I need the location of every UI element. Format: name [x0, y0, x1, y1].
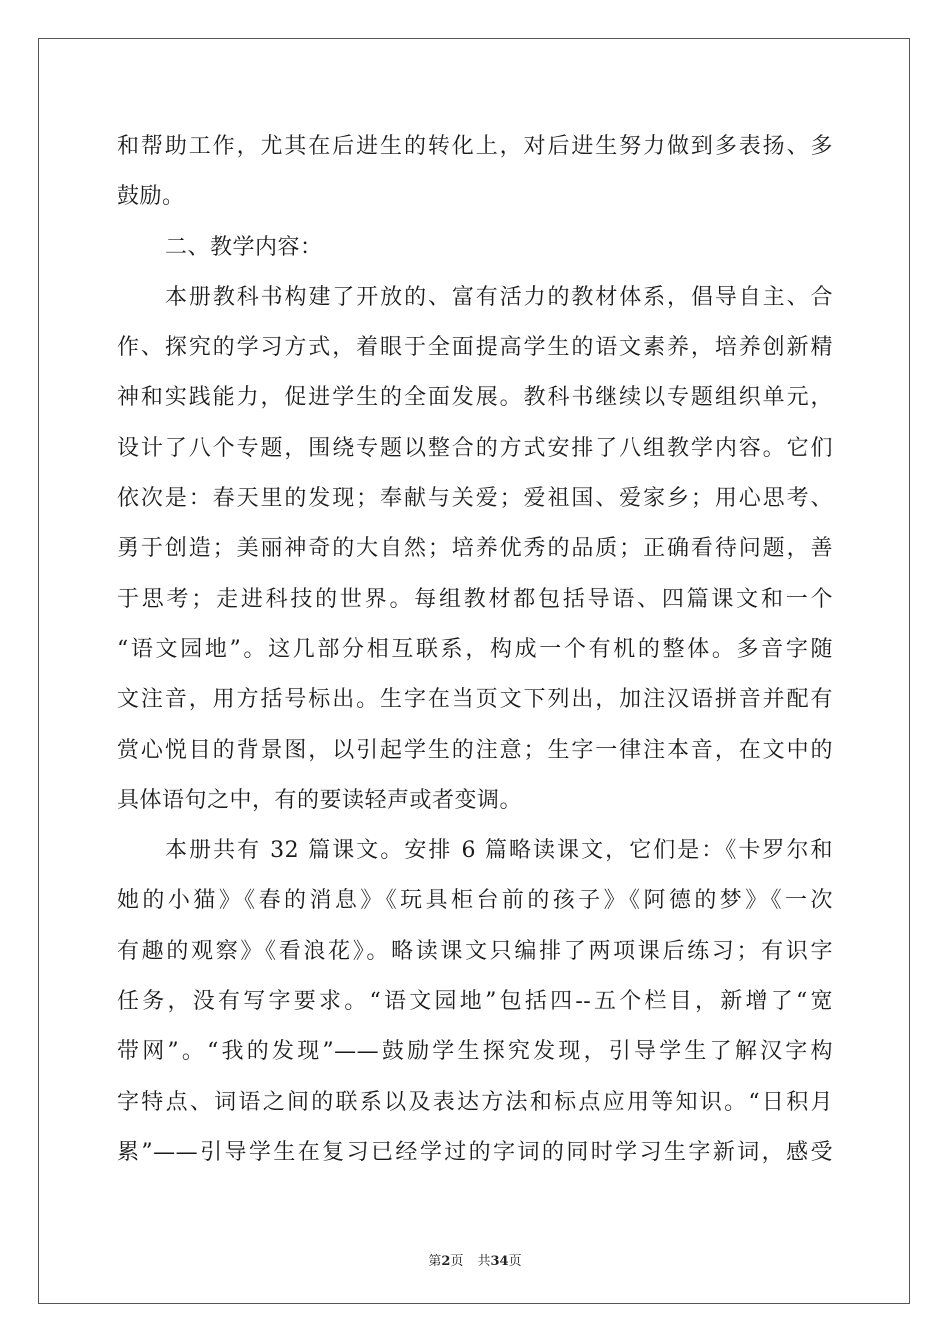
text-line: 鼓励。 [117, 184, 185, 210]
total-suffix: 页 [508, 1254, 522, 1269]
text-line: 文注音，用方括号标出。生字在当页文下列出，加注汉语拼音并配有 [117, 687, 833, 713]
document-body [117, 122, 833, 1178]
text-line: 累”——引导学生在复习已经学过的字词的同时学习生字新词，感受 [117, 1139, 833, 1165]
text-line: 带网”。“我的发现”——鼓励学生探究发现，引导学生了解汉字构 [117, 1039, 833, 1065]
text-line: 赏心悦目的背景图，以引起学生的注意；生字一律注本音，在文中的 [117, 737, 833, 763]
text-line: “语文园地”。这几部分相互联系，构成一个有机的整体。多音字随 [117, 636, 833, 662]
text-line: 具体语句之中，有的要读轻声或者变调。 [117, 787, 523, 813]
text-line: 于思考；走进科技的世界。每组教材都包括导语、四篇课文和一个 [117, 586, 833, 612]
total-pages: 34 [490, 1254, 509, 1269]
page-prefix: 第 [428, 1254, 442, 1269]
text-line: 设计了八个专题，围绕专题以整合的方式安排了八组教学内容。它们 [117, 435, 833, 461]
text-line: 和帮助工作，尤其在后进生的转化上，对后进生努力做到多表扬、多 [117, 134, 833, 159]
total-prefix: 共 [477, 1254, 491, 1269]
text-line: 神和实践能力，促进学生的全面发展。教科书继续以专题组织单元， [117, 385, 833, 411]
page-suffix: 页 [450, 1254, 464, 1269]
page-number: 2 [441, 1254, 451, 1269]
text-line: 字特点、词语之间的联系以及表达方法和标点应用等知识。“日积月 [117, 1089, 833, 1115]
text-line: 本册共有 32 篇课文。安排 6 篇略读课文，它们是：《卡罗尔和 [165, 838, 833, 864]
text-line: 勇于创造；美丽神奇的大自然；培养优秀的品质；正确看待问题，善 [117, 536, 833, 562]
text-line: 任务，没有写字要求。“语文园地”包括四--五个栏目，新增了“宽 [117, 989, 833, 1015]
text-line: 有趣的观察》《看浪花》。略读课文只编排了两项课后练习；有识字 [117, 938, 833, 964]
text-line: 作、探究的学习方式，着眼于全面提高学生的语文素养，培养创新精 [117, 335, 833, 361]
text-line: 二、教学内容： [165, 234, 323, 260]
text-line: 本册教科书构建了开放的、富有活力的教材体系，倡导自主、合 [165, 284, 833, 310]
text-line: 依次是：春天里的发现；奉献与关爱；爱祖国、爱家乡；用心思考、 [117, 486, 833, 512]
text-line: 她的小猫》《春的消息》《玩具柜台前的孩子》《阿德的梦》《一次 [117, 888, 833, 914]
page-footer [0, 1250, 950, 1269]
